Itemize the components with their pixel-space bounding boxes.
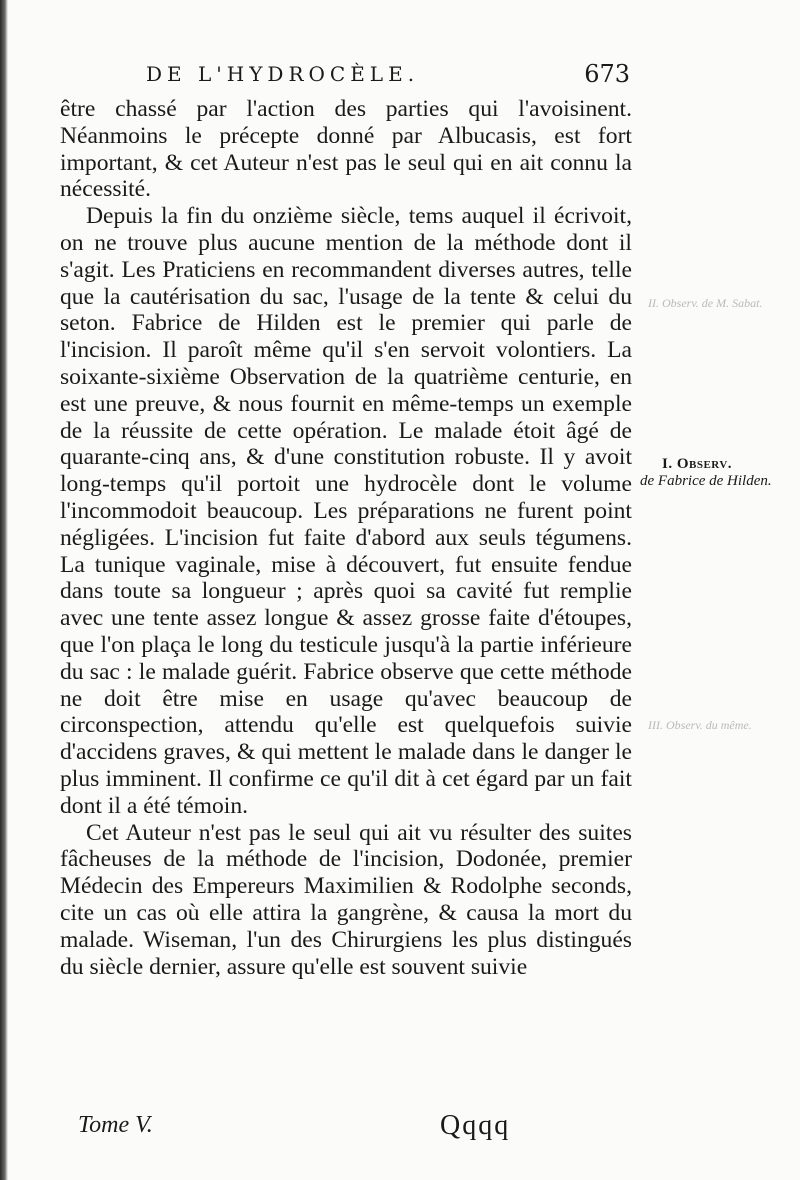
margin-note-text: de Fabrice de Hilden. — [640, 473, 772, 489]
margin-note-heading: I. Observ. — [662, 456, 733, 472]
paragraph-1: être chassé par l'action des parties qui l'avoisinent. Néanmoins le précepte donné par Albucasis, est fort important, & cet Auteur n'est pas le seul qui en ait connu la nécessité. — [60, 96, 632, 203]
page-footer — [60, 1108, 632, 1148]
page-edge-shadow — [0, 0, 8, 1180]
page-number: 673 — [584, 60, 630, 88]
page-header — [60, 60, 630, 92]
body-text — [60, 96, 632, 980]
bleed-through-note-b: III. Observ. du même. — [648, 718, 752, 732]
margin-note — [640, 456, 790, 490]
bleed-through-note-a: II. Observ. de M. Sabat. — [648, 296, 763, 310]
signature-mark: Qqqq — [440, 1110, 511, 1141]
running-title: DE L'HYDROCÈLE. — [146, 62, 420, 86]
volume-label: Tome V. — [78, 1112, 153, 1138]
paragraph-3: Cet Auteur n'est pas le seul qui ait vu résulter des suites fâcheuses de la méthode de l'incision, Dodonée, premier Médecin des Empereurs Maximilien & Rodolphe seconds, cite un cas où elle attira la gangrène, & causa la mort du malade. Wiseman, l'un des Chirurgiens les plus distingués du siècle dernier, assure qu'elle est souvent suivie — [60, 819, 632, 980]
paragraph-2: Depuis la fin du onzième siècle, tems auquel il écrivoit, on ne trouve plus aucune mention de la méthode dont il s'agit. Les Praticiens en recommandent diverses autres, telle que la cautérisation du sac, l'usage de la tente & celui du seton. Fabrice de Hilden est le premier qui parle de l'incision. Il paroît même qu'il s'en servoit volontiers. La soixante-sixième Observation de la quatrième centurie, en est une preuve, & nous fournit en même-temps un exemple de la réussite de cette opération. Le malade étoit âgé de quarante-cinq ans, & d'une constitution robuste. Il y avoit long-temps qu'il portoit une hydrocèle dont le volume l'incommodoit beaucoup. Les préparations ne furent point négligées. L'incision fut faite d'abord aux seuls tégumens. La tunique vaginale, mise à découvert, fut ensuite fendue dans toute sa longueur ; après quoi sa cavité fut remplie avec une tente assez longue & assez grosse faite d'étoupes, que l'on plaça le long du testicule jusqu'à la partie inférieure du sac : le malade guérit. Fabrice observe que cette méthode ne doit être mise en usage qu'avec beaucoup de circonspection, attendu qu'elle est quelquefois suivie d'accidens graves, & qui mettent le malade dans le danger le plus imminent. Il confirme ce qu'il dit à cet égard par un fait dont il a été témoin. — [60, 203, 632, 819]
